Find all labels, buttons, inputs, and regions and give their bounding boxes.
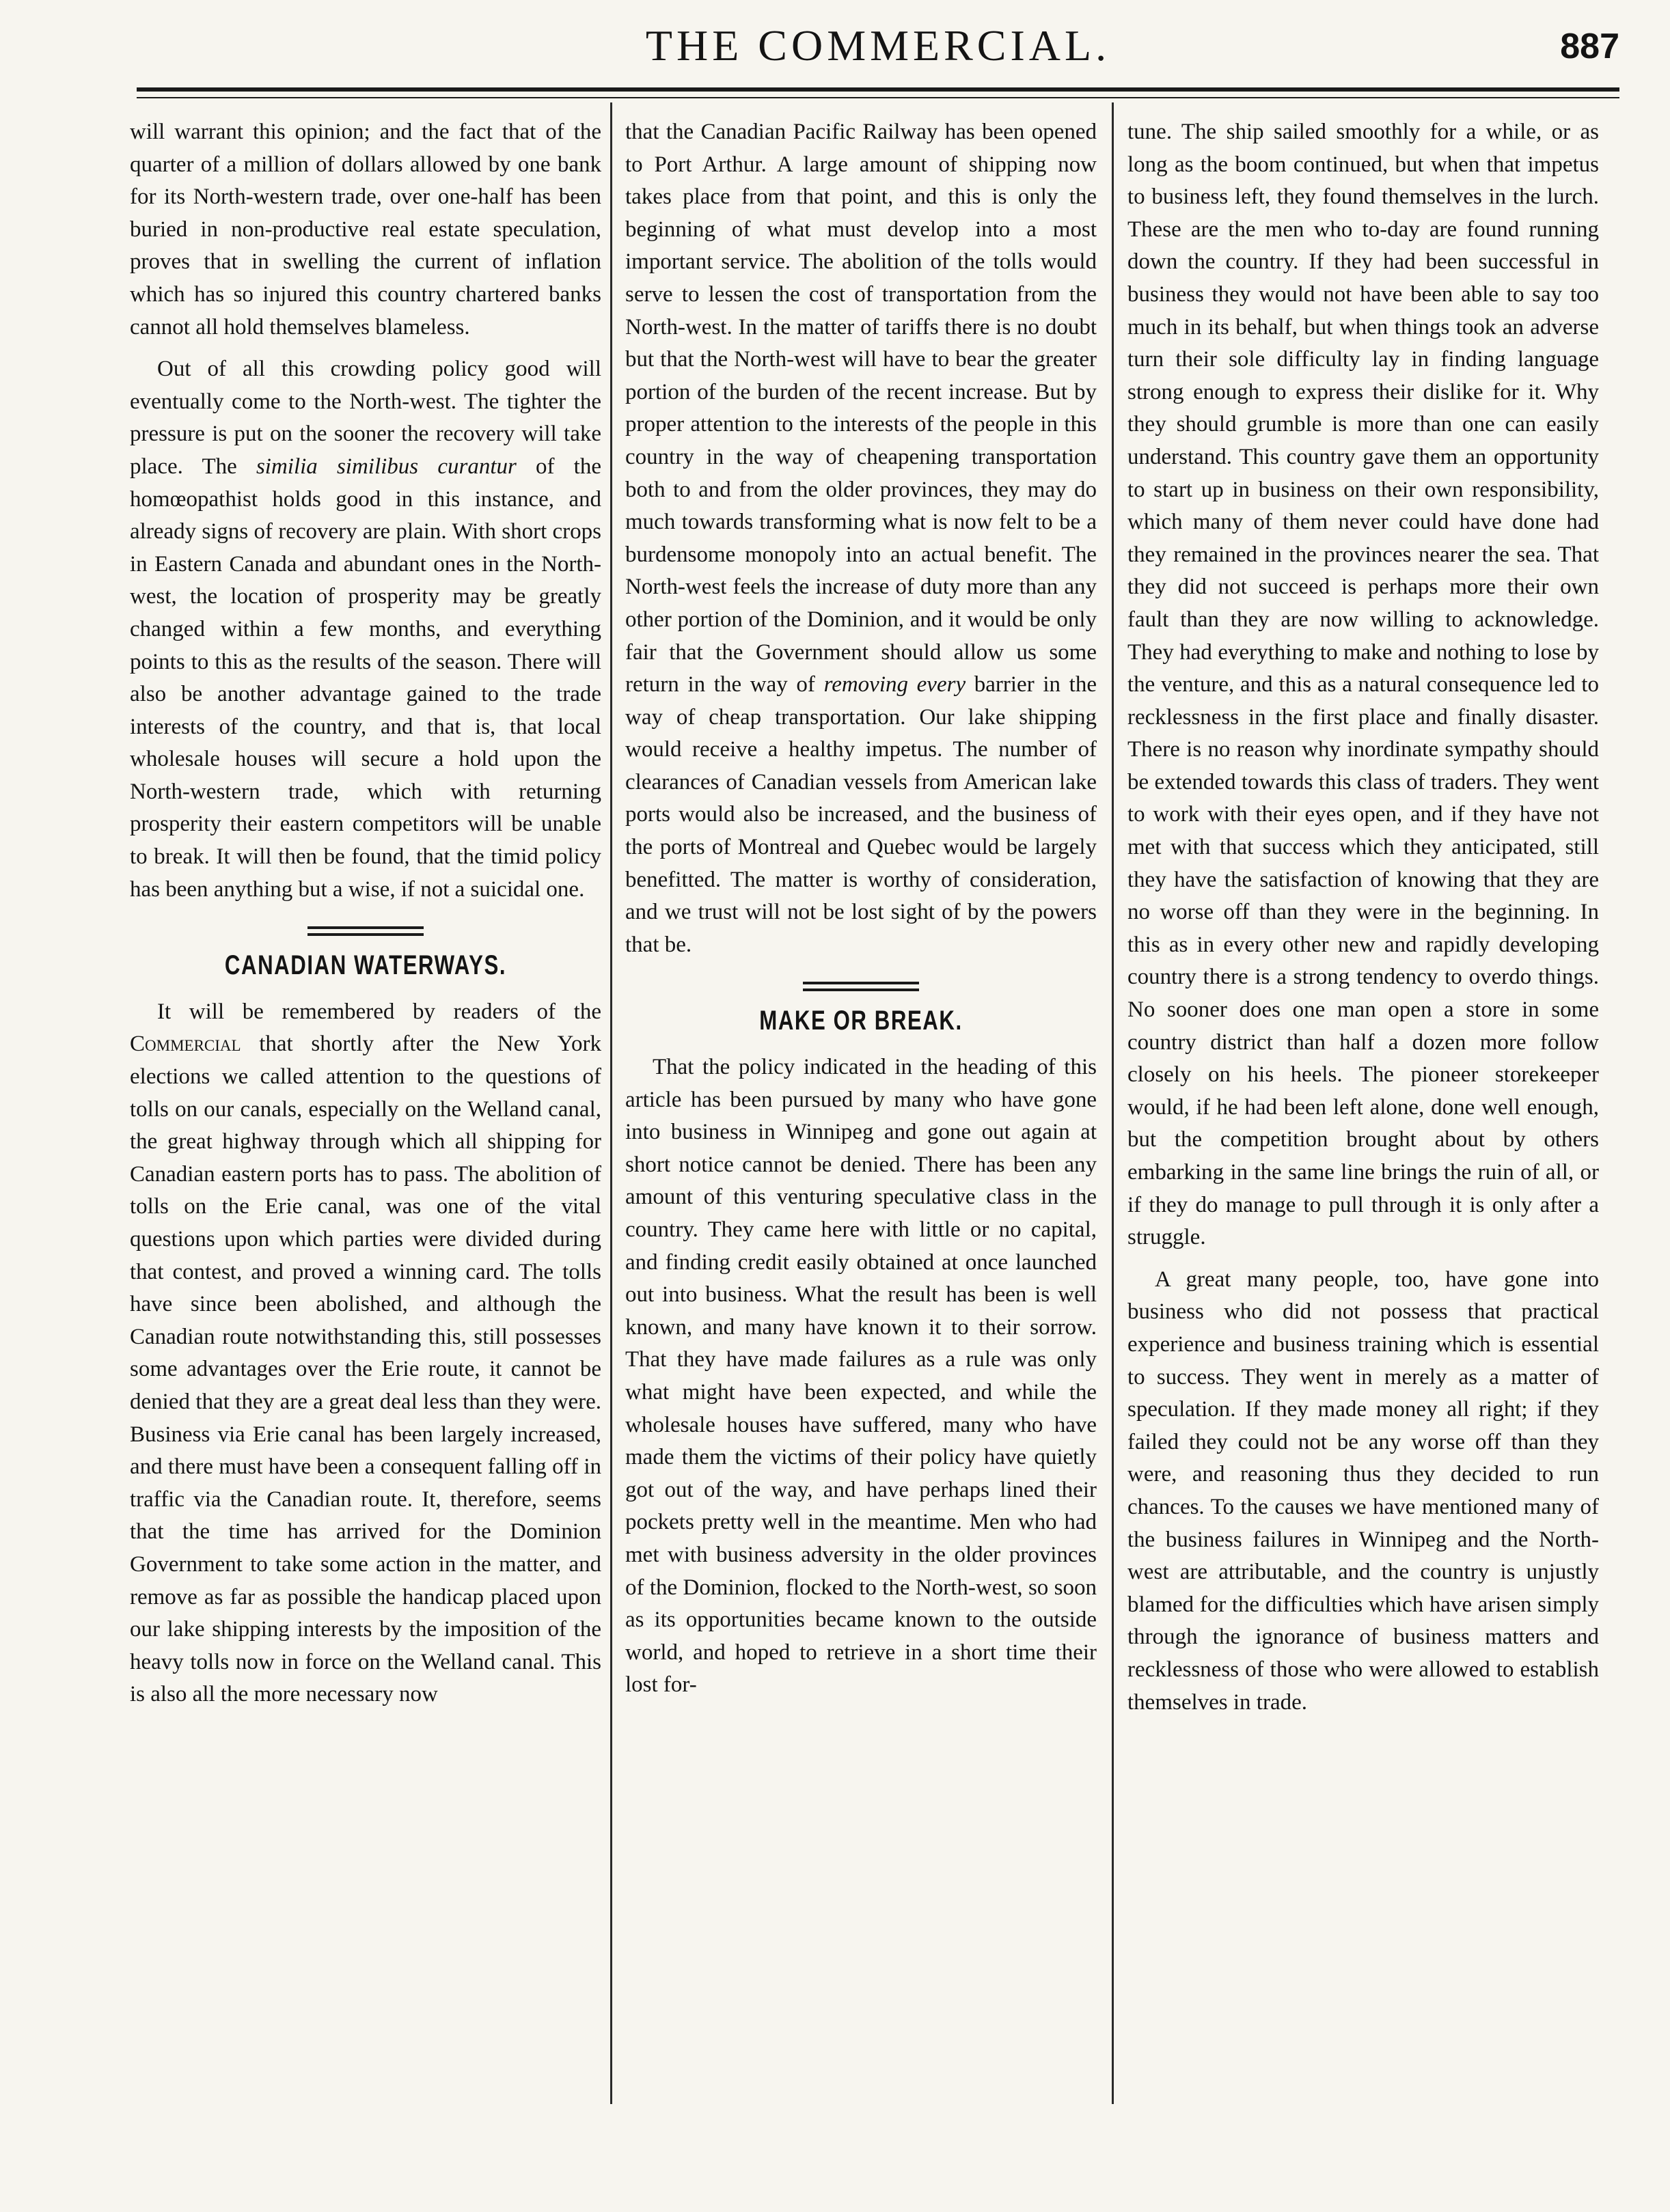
column-three (1127, 116, 1599, 2166)
headline-make-or-break: MAKE OR BREAK. (759, 1006, 963, 1036)
column-divider-right (1112, 102, 1114, 2104)
paragraph: It will be remembered by readers of the Commercial that shortly after the New York elections we called attention to the questions of tolls on our canals, especially on the Welland canal, the great highway through which all shipping for Canadian eastern ports has to pass. The abolition of tolls on the Erie canal, was one of the vital questions upon which parties were divided during that contest, and proved a winning card. The tolls have since been abolished, and although the Canadian route notwithstanding this, still possesses some advantages over the Erie route, it cannot be denied that they are a great deal less than they were. Business via Erie canal has been largely increased, and there must have been a consequent falling off in traffic via the Canadian route. It, therefore, seems that the time has arrived for the Dominion Government to take some action in the matter, and remove as far as possible the handicap placed upon our lake shipping interests by the imposition of the heavy tolls now in force on the Welland canal. This is also all the more necessary now (130, 999, 601, 1707)
paragraph: A great many people, too, have gone into business who did not possess that practical experience and business training which is essential to success. They went in merely as a matter of speculation. If they made money all right; if they failed they could not be any worse off than they were, and reasoning thus they decided to run chances. To the causes we have mentioned many of the business failures in Winnipeg and the North-west are attributable, and the country is unjustly blamed for the difficulties which have arisen simply through the ignorance of business matters and recklessness of those who were allowed to establish themselves in trade. (1127, 1267, 1599, 1715)
page-number: 887 (1560, 27, 1619, 66)
section-divider (803, 982, 919, 993)
header-rule-thin (137, 97, 1619, 98)
paragraph: tune. The ship sailed smoothly for a while, or as long as the boom continued, but when that impetus to business left, they found themselves in the lurch. These are the men who to-day are found running down the country. If they had been successful in business they would not have been able to say too much in its behalf, but when things took an adverse turn their sole difficulty lay in finding language strong enough to express their dislike for it. Why they should grumble is more than one can easily understand. This country gave them an opportunity to start up in business on their own responsibility, which many of them never could have done had they remained in the provinces nearer the sea. That they did not succeed is perhaps more their own fault than they are now willing to acknowledge. They had everything to make and nothing to lose by the venture, and this as a natural consequence led to recklessness in the first place and finally disaster. There is no reason why inordinate sympathy should be extended towards this class of traders. They went to work with their eyes open, and if they have not met with that success which they anticipated, still they have the satisfaction of knowing that they are no worse off than they were in the beginning. In this as in every other new and rapidly developing country there is a strong tendency to overdo things. No sooner does one man open a store in some country district than half a dozen more follow closely on his heels. The pioneer storekeeper would, if he had been left alone, done well enough, but the competition brought about by others embarking in the same line brings the ruin of all, or if they do manage to pull through it is only after a struggle. (1127, 120, 1599, 1250)
header-rule-thick (137, 87, 1619, 92)
section-divider (307, 926, 424, 937)
page-header (137, 20, 1619, 82)
column-divider-left (610, 102, 612, 2104)
paragraph: will warrant this opinion; and the fact that of the quarter of a million of dollars allowed by one bank for its North-western trade, over one-half has been buried in non-productive real estate speculation, proves that in swelling the current of inflation which has so injured this country chartered banks cannot all hold themselves blameless. (130, 120, 601, 340)
publication-name: Commercial (130, 1032, 241, 1057)
headline-canadian-waterways: CANADIAN WATERWAYS. (224, 950, 507, 981)
paragraph: That the policy indicated in the heading of this article has been pursued by many who have gone into business in Winnipeg and gone out again at short notice cannot be denied. There has been any amount of this venturing speculative class in the country. They came here with little or no capital, and finding credit easily obtained at once launched out into business. What the result has been is well known, and many have known it to their sorrow. That they have made failures as a rule was only what might have been expected, and while the wholesale houses have suffered, many who have made them the victims of their policy have quietly got out of the way, and have perhaps lined their pockets pretty well in the meantime. Men who had met with business adversity in the older provinces of the Dominion, flocked to the North-west, so soon as its opportunities became known to the outside world, and hoped to retrieve in a short time their lost for- (625, 1055, 1097, 1698)
masthead-title: THE COMMERCIAL. (645, 21, 1111, 70)
emphasis-text: removing every (823, 672, 966, 697)
paragraph: Out of all this crowding policy good will eventually come to the North-west. The tighter the pressure is put on the sooner the recovery will take place. The similia similibus curantur of the homœopathist holds good in this instance, and already signs of recovery are plain. With short crops in Eastern Canada and abundant ones in the North-west, the location of prosperity may be greatly changed within a few months, and everything points to this as the results of the season. There will also be another advantage gained to the trade interests of the country, and that is, that local wholesale houses will secure a hold upon the North-western trade, which with returning prosperity their eastern competitors will be unable to break. It will then be found, that the timid policy has been anything but a wise, if not a suicidal one. (130, 357, 601, 902)
column-one (130, 116, 601, 2166)
column-two (625, 116, 1097, 2166)
latin-phrase: similia similibus curantur (256, 454, 517, 479)
paragraph: that the Canadian Pacific Railway has been opened to Port Arthur. A large amount of shipping now takes place from that point, and this is only the beginning of what must develop into a most important service. The abolition of the tolls would serve to lessen the cost of transportation from the North-west. In the matter of tariffs there is no doubt but that the North-west will have to bear the greater portion of the burden of the recent increase. But by proper attention to the interests of the people in this country in the way of cheapening transportation both to and from the older provinces, they may do much towards transforming what is now felt to be a burdensome monopoly into an actual benefit. The North-west feels the increase of duty more than any other portion of the Dominion, and it would be only fair that the Government should allow us some return in the way of removing every barrier in the way of cheap transportation. Our lake shipping would receive a healthy impetus. The number of clearances of Canadian vessels from American lake ports would also be increased, and the business of the ports of Montreal and Quebec would be largely benefitted. The matter is worthy of consideration, and we trust will not be lost sight of by the powers that be. (625, 120, 1097, 957)
